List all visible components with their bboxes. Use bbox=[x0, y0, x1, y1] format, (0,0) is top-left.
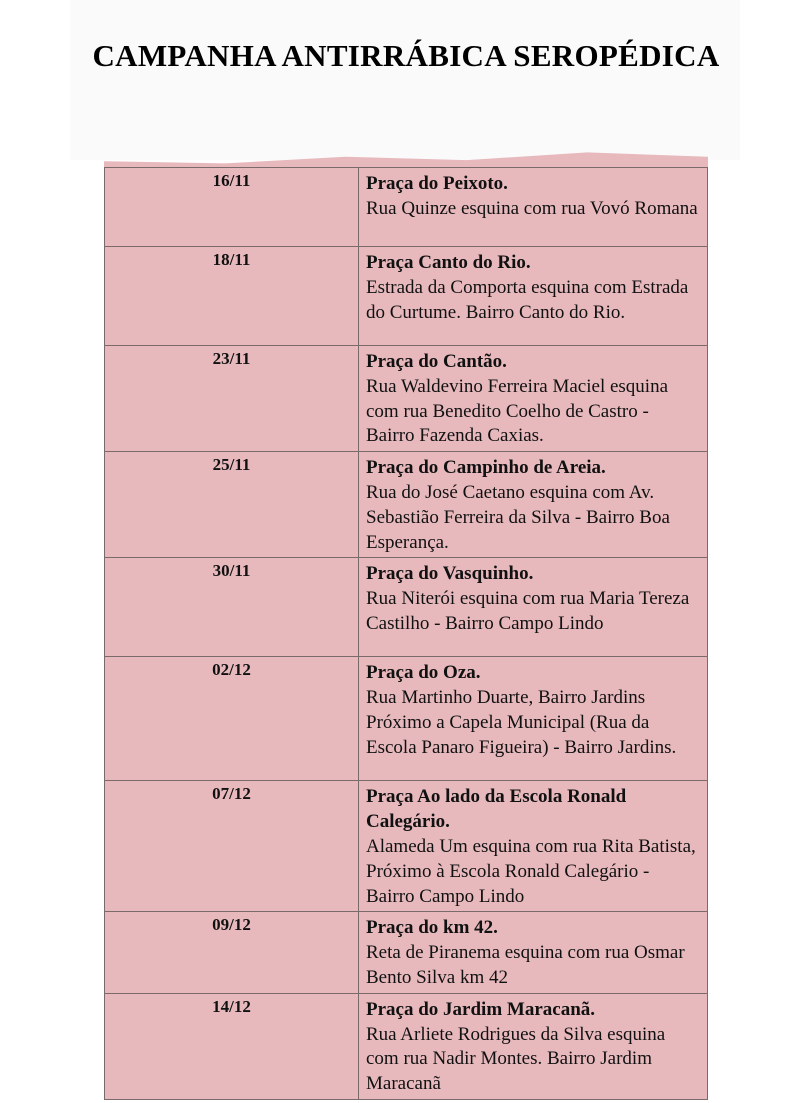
location-cell bbox=[359, 912, 708, 993]
place-name: Praça do Oza. bbox=[366, 662, 481, 684]
location-cell bbox=[359, 558, 708, 657]
date-cell: 25/11 bbox=[105, 452, 359, 558]
place-name: Praça do Jardim Maracanã. bbox=[366, 998, 596, 1020]
location-cell bbox=[359, 346, 708, 452]
location-cell bbox=[359, 247, 708, 346]
place-name: Praça Ao lado da Escola Ronald Calegário. bbox=[366, 786, 627, 833]
location-cell bbox=[359, 993, 708, 1099]
location-cell bbox=[359, 452, 708, 558]
date-cell: 16/11 bbox=[105, 168, 359, 247]
place-name: Praça do Cantão. bbox=[366, 351, 507, 372]
place-address: Rua do José Caetano esquina com Av. Sebastião Ferreira da Silva - Bairro Boa Esperança. bbox=[366, 481, 670, 553]
place-address: Reta de Piranema esquina com rua Osmar Bento Silva km 42 bbox=[366, 942, 685, 988]
date-cell: 07/12 bbox=[105, 781, 359, 912]
place-name: Praça do Vasquinho. bbox=[366, 563, 534, 585]
date-cell: 14/12 bbox=[105, 993, 359, 1099]
place-address: Estrada da Comporta esquina com Estrada do Curtume. Bairro Canto do Rio. bbox=[366, 276, 689, 323]
place-name: Praça do Peixoto. bbox=[366, 173, 508, 194]
place-address: Rua Arliete Rodrigues da Silva esquina com rua Nadir Montes. Bairro Jardim Maracanã bbox=[366, 1023, 666, 1095]
place-address: Rua Niterói esquina com rua Maria Tereza Castilho - Bairro Campo Lindo bbox=[366, 588, 690, 634]
table-row bbox=[105, 346, 708, 452]
location-cell bbox=[359, 657, 708, 781]
date-cell: 09/12 bbox=[105, 912, 359, 993]
date-cell: 30/11 bbox=[105, 558, 359, 657]
place-name: Praça do Campinho de Areia. bbox=[366, 457, 606, 479]
table-row bbox=[105, 993, 708, 1099]
location-cell bbox=[359, 781, 708, 912]
date-cell: 18/11 bbox=[105, 247, 359, 346]
place-address: Rua Quinze esquina com rua Vovó Romana bbox=[366, 197, 698, 219]
place-address: Rua Waldevino Ferreira Maciel esquina com rua Benedito Coelho de Castro - Bairro Fazenda Caxias. bbox=[366, 375, 669, 447]
table-row bbox=[105, 781, 708, 912]
schedule-table bbox=[104, 167, 708, 1100]
paper-background bbox=[70, 0, 740, 160]
table-row bbox=[105, 657, 708, 781]
page-title: CAMPANHA ANTIRRÁBICA SEROPÉDICA bbox=[92, 38, 720, 73]
location-cell bbox=[359, 168, 708, 247]
place-name: Praça do km 42. bbox=[366, 917, 498, 939]
table-row bbox=[105, 558, 708, 657]
place-name: Praça Canto do Rio. bbox=[366, 252, 531, 273]
date-cell: 02/12 bbox=[105, 657, 359, 781]
table-row bbox=[105, 247, 708, 346]
place-address: Alameda Um esquina com rua Rita Batista, Próximo à Escola Ronald Calegário - Bairro Campo Lindo bbox=[366, 835, 696, 907]
table-row bbox=[105, 452, 708, 558]
table-row bbox=[105, 912, 708, 993]
table-row bbox=[105, 168, 708, 247]
place-address: Rua Martinho Duarte, Bairro Jardins Próximo a Capela Municipal (Rua da Escola Panaro Figueira) - Bairro Jardins. bbox=[366, 687, 677, 758]
date-cell: 23/11 bbox=[105, 346, 359, 452]
